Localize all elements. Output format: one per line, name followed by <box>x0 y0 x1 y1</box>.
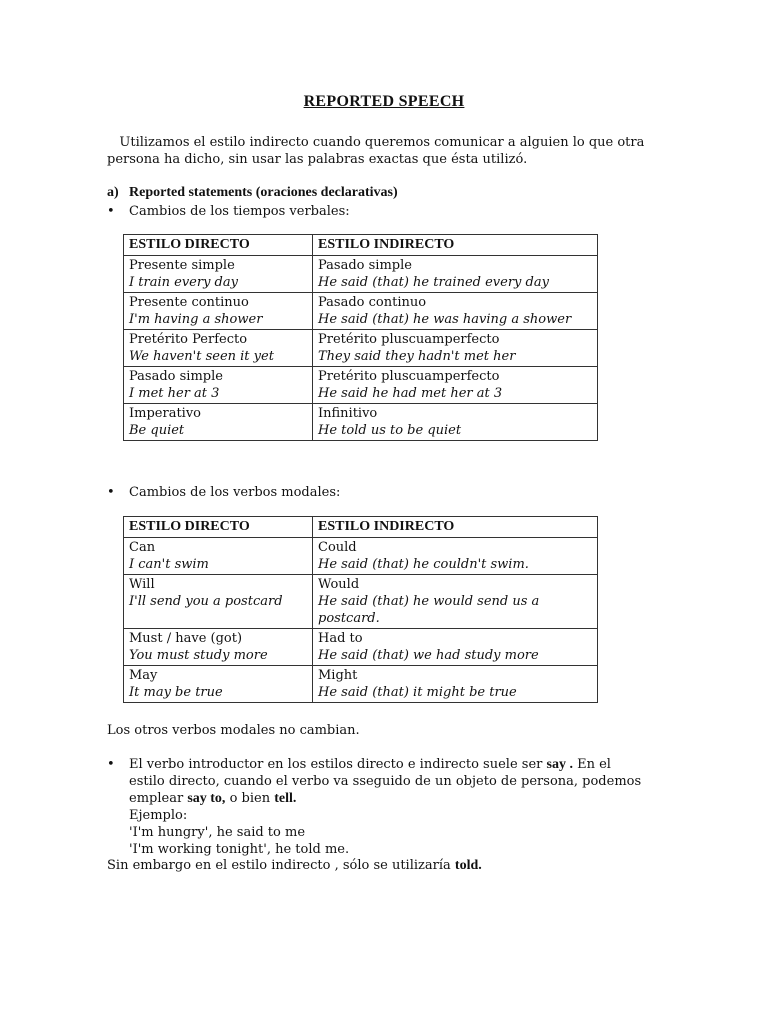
direct-tense: Pretérito Perfecto <box>129 332 248 347</box>
closing-line <box>107 857 667 874</box>
indirect-example: He said (that) he was having a shower <box>318 312 572 327</box>
bullet-icon: • <box>107 485 115 500</box>
tell-keyword: tell. <box>274 791 297 806</box>
header-indirect: ESTILO INDIRECTO <box>313 235 598 256</box>
direct-tense: May <box>129 668 158 683</box>
final-line-1 <box>129 756 667 773</box>
direct-example: You must study more <box>129 648 268 663</box>
intro-line-2: persona ha dicho, sin usar las palabras exactas que ésta utilizó. <box>107 152 528 167</box>
say-to-keyword: say to, <box>187 791 226 806</box>
indirect-example: He said (that) he would send us a postcard. <box>318 594 540 626</box>
final-line-2: estilo directo, cuando el verbo va sseguido de un objeto de persona, podemos <box>129 774 642 789</box>
section-a-heading <box>107 184 398 201</box>
direct-cell <box>124 293 313 330</box>
intro-line-1-text: Utilizamos el estilo indirecto cuando queremos comunicar a alguien lo que otra <box>119 135 645 150</box>
table-row <box>124 367 598 404</box>
final-text-4: o bien <box>229 791 271 806</box>
direct-tense: Will <box>129 577 155 592</box>
indirect-cell <box>313 293 598 330</box>
bullet-introductory-verb <box>107 756 667 858</box>
section-letter: a) <box>107 185 119 200</box>
final-line-3 <box>129 790 667 807</box>
bullet-body <box>129 756 667 858</box>
table-row <box>124 538 598 575</box>
direct-example: We haven't seen it yet <box>129 349 274 364</box>
direct-tense: Can <box>129 540 156 555</box>
indirect-tense: Pretérito pluscuamperfecto <box>318 332 500 347</box>
table-header-row <box>124 517 598 538</box>
direct-example: I met her at 3 <box>129 386 220 401</box>
direct-tense: Presente continuo <box>129 295 249 310</box>
indirect-example: He said (that) we had study more <box>318 648 539 663</box>
table-row <box>124 404 598 441</box>
bullet-text: Cambios de los verbos modales: <box>129 485 341 500</box>
table-row <box>124 256 598 293</box>
direct-example: I'm having a shower <box>129 312 263 327</box>
verb-tenses-table <box>123 234 598 441</box>
bullet-text: Cambios de los tiempos verbales: <box>129 204 350 219</box>
page-title: REPORTED SPEECH <box>303 93 465 110</box>
section-label: Reported statements (oraciones declarativas) <box>129 185 398 200</box>
bullet-verb-tenses <box>107 203 667 220</box>
table-row <box>124 330 598 367</box>
table-row <box>124 293 598 330</box>
final-text-3: emplear <box>129 791 184 806</box>
told-keyword: told. <box>454 858 482 873</box>
direct-cell <box>124 256 313 293</box>
direct-cell <box>124 575 313 629</box>
direct-tense: Pasado simple <box>129 369 223 384</box>
intro-paragraph <box>107 134 667 168</box>
indirect-example: He said he had met her at 3 <box>318 386 503 401</box>
indirect-tense: Had to <box>318 631 363 646</box>
direct-cell <box>124 367 313 404</box>
direct-cell <box>124 629 313 666</box>
final-text-1: El verbo introductor en los estilos directo e indirecto suele ser <box>129 757 543 772</box>
indirect-example: He said (that) he trained every day <box>318 275 549 290</box>
direct-cell <box>124 538 313 575</box>
direct-example: It may be true <box>129 685 223 700</box>
say-keyword: say . <box>546 757 573 772</box>
table-row <box>124 629 598 666</box>
direct-cell <box>124 404 313 441</box>
bullet-icon: • <box>107 204 115 219</box>
direct-tense: Imperativo <box>129 406 201 421</box>
indirect-cell <box>313 367 598 404</box>
indirect-example: He said (that) he couldn't swim. <box>318 557 529 572</box>
direct-cell <box>124 330 313 367</box>
example-2: 'I'm working tonight', he told me. <box>129 842 350 857</box>
closing-text: Sin embargo en el estilo indirecto , sólo se utilizaría <box>107 858 451 873</box>
indirect-tense: Pasado simple <box>318 258 412 273</box>
indirect-cell <box>313 666 598 703</box>
indirect-tense: Could <box>318 540 357 555</box>
indirect-tense: Infinitivo <box>318 406 378 421</box>
indirect-tense: Might <box>318 668 358 683</box>
example-1: 'I'm hungry', he said to me <box>129 825 306 840</box>
modal-verbs-table <box>123 516 598 703</box>
header-indirect: ESTILO INDIRECTO <box>313 517 598 538</box>
indirect-example: He said (that) it might be true <box>318 685 517 700</box>
example-label: Ejemplo: <box>129 808 188 823</box>
direct-example: I can't swim <box>129 557 209 572</box>
direct-cell <box>124 666 313 703</box>
indirect-tense: Pretérito pluscuamperfecto <box>318 369 500 384</box>
indirect-cell <box>313 330 598 367</box>
bullet-icon: • <box>107 757 115 772</box>
direct-example: I'll send you a postcard <box>129 594 283 609</box>
other-modals-note: Los otros verbos modales no cambian. <box>107 723 360 738</box>
intro-line-1 <box>107 134 667 151</box>
header-direct: ESTILO DIRECTO <box>124 235 313 256</box>
table-row <box>124 666 598 703</box>
indirect-cell <box>313 256 598 293</box>
indirect-cell <box>313 538 598 575</box>
indirect-cell <box>313 629 598 666</box>
direct-tense: Presente simple <box>129 258 235 273</box>
direct-example: Be quiet <box>129 423 185 438</box>
indirect-example: He told us to be quiet <box>318 423 462 438</box>
indirect-tense: Pasado continuo <box>318 295 427 310</box>
table-row <box>124 575 598 629</box>
indirect-cell <box>313 404 598 441</box>
indirect-tense: Would <box>318 577 360 592</box>
header-direct: ESTILO DIRECTO <box>124 517 313 538</box>
indirect-cell <box>313 575 598 629</box>
direct-tense: Must / have (got) <box>129 631 243 646</box>
bullet-modal-verbs <box>107 484 667 501</box>
direct-example: I train every day <box>129 275 238 290</box>
final-text-2: En el <box>577 757 611 772</box>
table-header-row <box>124 235 598 256</box>
indirect-example: They said they hadn't met her <box>318 349 516 364</box>
